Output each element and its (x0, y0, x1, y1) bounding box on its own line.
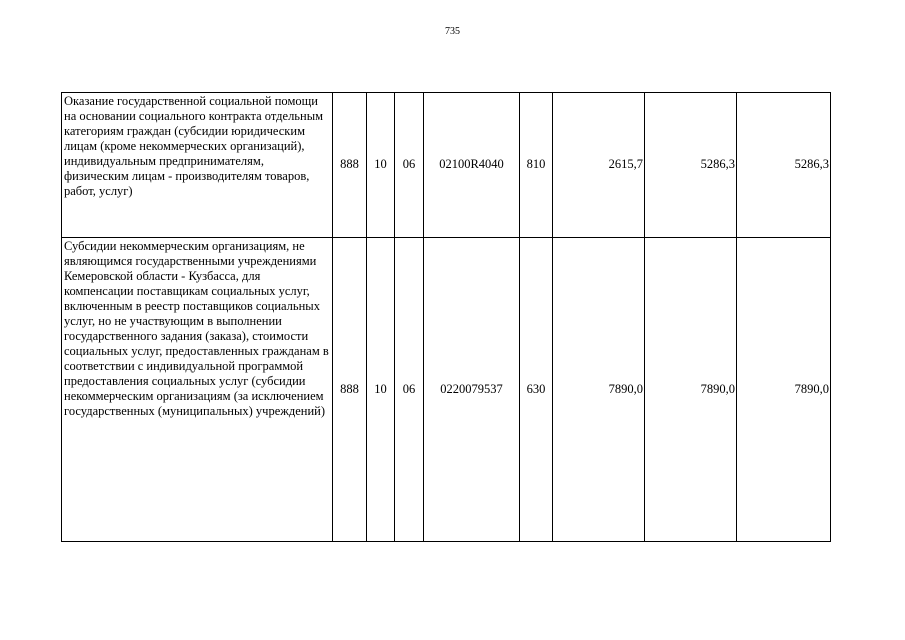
section-code-cell: 10 (367, 93, 395, 238)
target-article-cell: 02100R4040 (424, 93, 520, 238)
expense-type-cell: 810 (520, 93, 553, 238)
subsection-code-cell: 06 (395, 93, 424, 238)
description-cell: Оказание государственной социальной помощи на основании социального контракта отдельным категориям граждан (субсидии юридическим лицам (кроме некоммерческих организаций), индивидуальным предпринимателям, физическим лицам - производителям товаров, работ, услуг) (62, 93, 333, 238)
amount-1-cell: 7890,0 (553, 238, 645, 542)
expense-type-cell: 630 (520, 238, 553, 542)
amount-1-cell: 2615,7 (553, 93, 645, 238)
target-article-cell: 0220079537 (424, 238, 520, 542)
amount-2-cell: 5286,3 (645, 93, 737, 238)
amount-3-cell: 7890,0 (737, 238, 831, 542)
amount-3-cell: 5286,3 (737, 93, 831, 238)
table-row (62, 238, 831, 542)
page-number: 735 (445, 26, 460, 37)
amount-2-cell: 7890,0 (645, 238, 737, 542)
ministry-code-cell: 888 (333, 238, 367, 542)
description-cell: Субсидии некоммерческим организациям, не являющимся государственными учреждениями Кемеровской области - Кузбасса, для компенсации поставщикам социальных услуг, включенным в реестр поставщиков социальных услуг, но не участвующим в выполнении государственного задания (заказа), стоимости социальных услуг, предоставленных гражданам в соответствии с индивидуальной программой предоставления социальных услуг (субсидии некоммерческим организациям (за исключением государственных (муниципальных) учреждений) (62, 238, 333, 542)
subsection-code-cell: 06 (395, 238, 424, 542)
ministry-code-cell: 888 (333, 93, 367, 238)
table-row (62, 93, 831, 238)
section-code-cell: 10 (367, 238, 395, 542)
budget-table (61, 92, 831, 542)
